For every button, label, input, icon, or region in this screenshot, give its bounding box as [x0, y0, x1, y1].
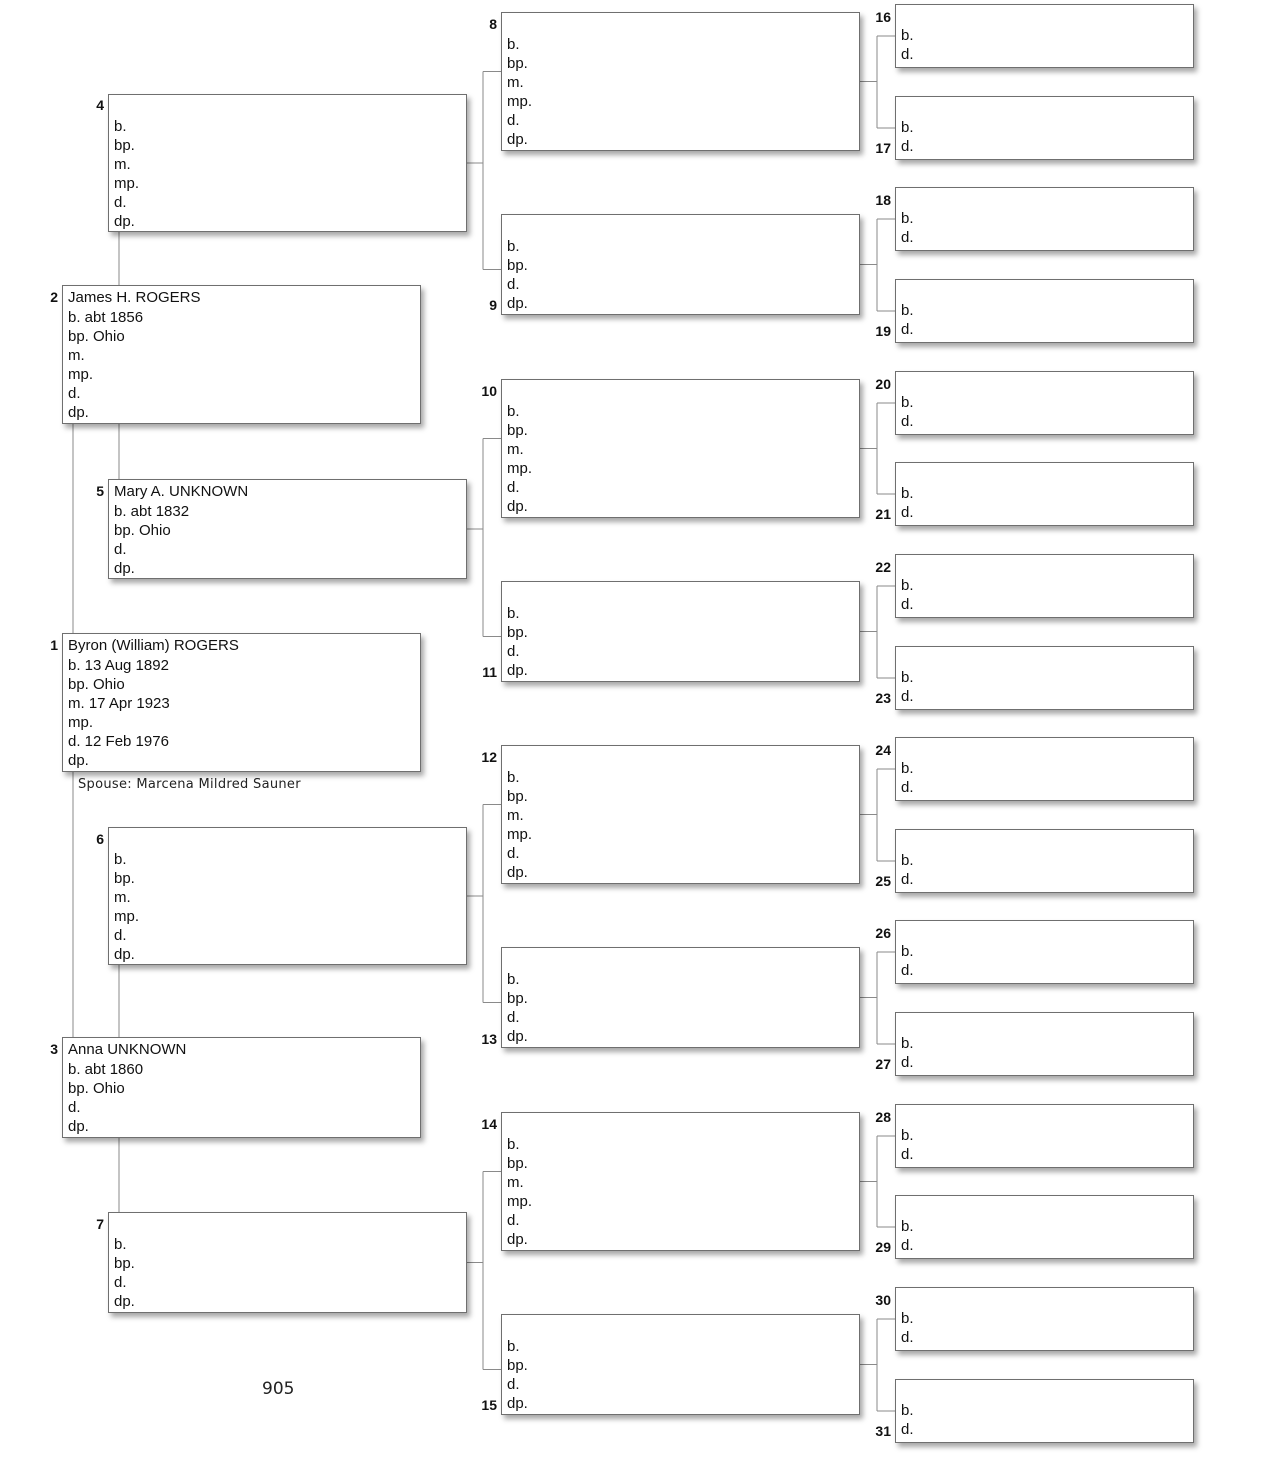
person-field: bp. [507, 422, 528, 439]
person-box-19 [895, 279, 1194, 343]
person-number: 17 [875, 140, 891, 156]
person-number: 20 [875, 376, 891, 392]
person-field: mp. [507, 93, 533, 110]
person-field: dp. [114, 213, 135, 230]
person-number: 15 [481, 1397, 497, 1413]
person-name [507, 748, 854, 768]
person-number: 12 [481, 749, 497, 765]
person-number: 14 [481, 1116, 497, 1132]
person-box-31 [895, 1379, 1194, 1443]
person-field: dp. [507, 1231, 528, 1248]
person-field: d. [507, 1212, 520, 1229]
person-name [114, 97, 461, 117]
person-field: bp. Ohio [68, 328, 125, 345]
person-box-1 [62, 633, 421, 772]
person-field: dp. [507, 1028, 528, 1045]
person-field: b. abt 1860 [68, 1061, 144, 1078]
person-field: bp. Ohio [68, 1080, 125, 1097]
person-field: d. [901, 1421, 914, 1438]
person-field: d. [114, 194, 127, 211]
person-number: 4 [96, 97, 104, 113]
person-field: mp. [507, 460, 533, 477]
person-field: b. [507, 1136, 520, 1153]
person-box-5 [108, 479, 467, 579]
person-field: bp. [507, 1155, 528, 1172]
person-box-11 [501, 581, 860, 682]
person-number: 16 [875, 9, 891, 25]
person-field: b. [901, 302, 914, 319]
person-number: 3 [50, 1041, 58, 1057]
person-number: 2 [50, 289, 58, 305]
person-field: d. [901, 1237, 914, 1254]
person-field: d. [901, 962, 914, 979]
person-box-28 [895, 1104, 1194, 1168]
person-name [507, 217, 854, 237]
person-field: dp. [507, 498, 528, 515]
person-field: mp. [68, 714, 94, 731]
person-field: bp. [507, 990, 528, 1007]
person-field: d. [901, 779, 914, 796]
person-box-3 [62, 1037, 421, 1138]
person-field: b. [901, 669, 914, 686]
person-box-29 [895, 1195, 1194, 1259]
person-field: mp. [507, 826, 533, 843]
person-field: b. [901, 394, 914, 411]
person-field: m. [507, 1174, 524, 1191]
person-field: bp. [507, 55, 528, 72]
person-box-6 [108, 827, 467, 965]
person-field: dp. [114, 560, 135, 577]
person-field: b. abt 1832 [114, 503, 190, 520]
person-field: b. [901, 1402, 914, 1419]
person-field: bp. [507, 624, 528, 641]
person-field: dp. [507, 662, 528, 679]
person-number: 9 [489, 297, 497, 313]
person-field: dp. [68, 1118, 89, 1135]
person-box-2 [62, 285, 421, 424]
person-number: 5 [96, 483, 104, 499]
person-number: 31 [875, 1423, 891, 1439]
person-field: d. [901, 688, 914, 705]
person-field: b. [901, 210, 914, 227]
person-box-15 [501, 1314, 860, 1415]
person-field: d. [901, 46, 914, 63]
person-field: b. [901, 1127, 914, 1144]
person-box-14 [501, 1112, 860, 1251]
person-number: 28 [875, 1109, 891, 1125]
person-field: b. [114, 851, 127, 868]
person-field: d. [507, 845, 520, 862]
person-field: b. [507, 971, 520, 988]
person-name: Anna UNKNOWN [68, 1041, 187, 1058]
page-number: 905 [262, 1379, 295, 1399]
person-field: d. [901, 138, 914, 155]
person-field: d. [901, 1054, 914, 1071]
person-name: Mary A. UNKNOWN [114, 483, 249, 500]
person-field: m. [114, 156, 131, 173]
person-box-16 [895, 4, 1194, 68]
person-field: b. [114, 118, 127, 135]
person-field: b. [901, 119, 914, 136]
person-field: b. [114, 1236, 127, 1253]
person-field: b. [507, 1338, 520, 1355]
person-name [507, 382, 854, 402]
person-field: mp. [68, 366, 94, 383]
person-box-12 [501, 745, 860, 884]
person-box-13 [501, 947, 860, 1048]
person-number: 19 [875, 323, 891, 339]
person-field: m. [507, 74, 524, 91]
person-number: 22 [875, 559, 891, 575]
person-field: b. [507, 238, 520, 255]
person-number: 10 [481, 383, 497, 399]
person-field: d. [68, 385, 81, 402]
person-field: b. [901, 577, 914, 594]
person-number: 30 [875, 1292, 891, 1308]
person-field: mp. [507, 1193, 533, 1210]
person-field: b. [901, 485, 914, 502]
person-box-4 [108, 94, 467, 232]
person-number: 1 [50, 637, 58, 653]
person-field: d. [901, 413, 914, 430]
person-field: d. [901, 596, 914, 613]
person-name [507, 950, 854, 970]
person-field: b. [507, 605, 520, 622]
person-number: 29 [875, 1239, 891, 1255]
person-field: bp. [114, 1255, 135, 1272]
person-field: bp. Ohio [68, 676, 125, 693]
person-field: d. [507, 479, 520, 496]
person-field: d. [507, 1376, 520, 1393]
person-box-24 [895, 737, 1194, 801]
person-box-25 [895, 829, 1194, 893]
person-box-22 [895, 554, 1194, 618]
person-field: m. [507, 807, 524, 824]
person-field: bp. [507, 257, 528, 274]
person-field: d. [507, 1009, 520, 1026]
person-field: b. [901, 760, 914, 777]
person-field: b. [901, 943, 914, 960]
person-number: 18 [875, 192, 891, 208]
person-field: d. [507, 112, 520, 129]
person-field: dp. [114, 946, 135, 963]
person-name [507, 1317, 854, 1337]
person-number: 13 [481, 1031, 497, 1047]
person-field: m. [114, 889, 131, 906]
person-field: dp. [507, 864, 528, 881]
person-field: d. [901, 1329, 914, 1346]
person-number: 7 [96, 1216, 104, 1232]
person-field: d. [507, 276, 520, 293]
person-number: 24 [875, 742, 891, 758]
person-name [507, 584, 854, 604]
person-number: 26 [875, 925, 891, 941]
person-number: 27 [875, 1056, 891, 1072]
person-field: m. 17 Apr 1923 [68, 695, 170, 712]
person-box-17 [895, 96, 1194, 160]
person-field: b. [901, 1218, 914, 1235]
person-box-23 [895, 646, 1194, 710]
person-box-30 [895, 1287, 1194, 1351]
person-field: b. [507, 403, 520, 420]
person-field: d. [114, 927, 127, 944]
person-field: dp. [68, 404, 89, 421]
person-field: d. [901, 1146, 914, 1163]
person-field: dp. [507, 1395, 528, 1412]
person-field: bp. [114, 870, 135, 887]
person-box-27 [895, 1012, 1194, 1076]
person-name [507, 1115, 854, 1135]
person-field: d. [114, 541, 127, 558]
person-field: d. [901, 504, 914, 521]
person-box-8 [501, 12, 860, 151]
person-field: bp. [114, 137, 135, 154]
person-name: James H. ROGERS [68, 289, 201, 306]
person-field: dp. [114, 1293, 135, 1310]
person-number: 8 [489, 16, 497, 32]
person-box-20 [895, 371, 1194, 435]
person-number: 6 [96, 831, 104, 847]
person-box-21 [895, 462, 1194, 526]
person-field: mp. [114, 908, 140, 925]
person-field: b. [507, 769, 520, 786]
spouse-note: Spouse: Marcena Mildred Sauner [78, 777, 301, 792]
person-box-26 [895, 920, 1194, 984]
person-field: mp. [114, 175, 140, 192]
person-name: Byron (William) ROGERS [68, 637, 239, 654]
person-name [114, 1215, 461, 1235]
person-field: bp. [507, 1357, 528, 1374]
person-field: b. 13 Aug 1892 [68, 657, 169, 674]
person-field: m. [68, 347, 85, 364]
person-field: d. [901, 229, 914, 246]
person-field: b. [901, 27, 914, 44]
person-name [507, 15, 854, 35]
person-field: bp. Ohio [114, 522, 171, 539]
person-number: 25 [875, 873, 891, 889]
person-field: b. [901, 1310, 914, 1327]
person-box-18 [895, 187, 1194, 251]
person-field: dp. [68, 752, 89, 769]
person-number: 21 [875, 506, 891, 522]
person-name [114, 830, 461, 850]
person-field: dp. [507, 295, 528, 312]
person-field: b. [507, 36, 520, 53]
person-field: b. abt 1856 [68, 309, 144, 326]
person-field: d. [901, 321, 914, 338]
person-field: m. [507, 441, 524, 458]
person-box-10 [501, 379, 860, 518]
person-field: dp. [507, 131, 528, 148]
person-number: 23 [875, 690, 891, 706]
person-field: d. [68, 1099, 81, 1116]
person-field: d. [507, 643, 520, 660]
person-field: b. [901, 852, 914, 869]
person-number: 11 [482, 664, 497, 680]
person-field: bp. [507, 788, 528, 805]
person-box-9 [501, 214, 860, 315]
person-field: b. [901, 1035, 914, 1052]
person-field: d. [114, 1274, 127, 1291]
person-box-7 [108, 1212, 467, 1313]
person-field: d. [901, 871, 914, 888]
person-field: d. 12 Feb 1976 [68, 733, 169, 750]
